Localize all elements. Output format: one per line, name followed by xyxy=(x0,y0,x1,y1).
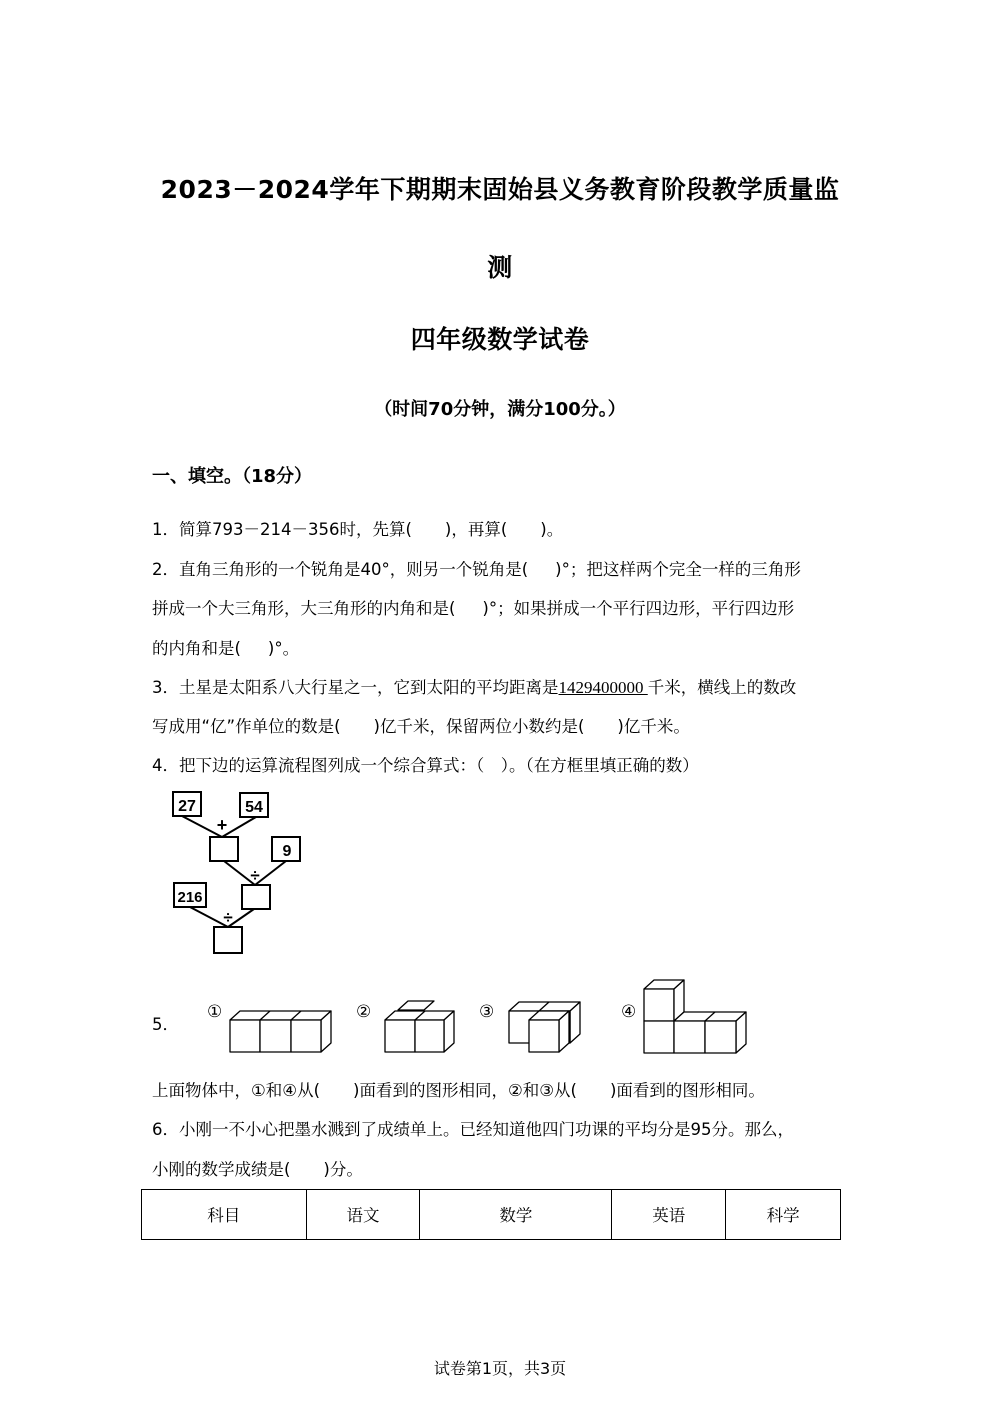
score-table xyxy=(141,1189,841,1240)
divide-sign-1: ÷ xyxy=(250,866,260,885)
section-heading: 一、填空。（18分） xyxy=(152,466,313,487)
operation-flowchart xyxy=(160,785,320,960)
figure-4-cubes xyxy=(644,980,746,1053)
figure-label-1: ① xyxy=(207,1002,223,1022)
table-header-english: 英语 xyxy=(612,1190,726,1240)
page-footer: 试卷第1页，共3页 xyxy=(433,1359,567,1378)
question-5-text: 上面物体中，①和④从( )面看到的图形相同，②和③从( )面看到的图形相同。 xyxy=(152,1081,765,1100)
exam-title-line3: 四年级数学试卷 xyxy=(410,325,590,354)
table-header-chinese: 语文 xyxy=(306,1190,420,1240)
question-3-line1 xyxy=(152,674,796,698)
flow-box-blank-1 xyxy=(210,837,238,861)
table-header-subject: 科目 xyxy=(142,1190,307,1240)
question-3-line2: 写成用“亿”作单位的数是( )亿千米，保留两位小数约是( )亿千米。 xyxy=(152,717,690,736)
question-2-line3: 的内角和是( )°。 xyxy=(152,639,300,658)
figure-label-4: ④ xyxy=(621,1002,637,1022)
table-row xyxy=(142,1190,841,1240)
plus-sign: + xyxy=(216,815,228,835)
figure-2-cubes xyxy=(385,1001,454,1052)
question-6-line1: 6．小刚一不小心把墨水溅到了成绩单上。已经知道他四门功课的平均分是95分。那么， xyxy=(152,1120,794,1139)
question-2-line1: 2．直角三角形的一个锐角是40°，则另一个锐角是( )°；把这样两个完全一样的三角形 xyxy=(152,560,801,579)
figure-3-cubes xyxy=(509,1002,580,1052)
figure-1-cubes xyxy=(230,1011,331,1052)
divide-sign-2: ÷ xyxy=(223,908,233,927)
table-header-math: 数学 xyxy=(420,1190,612,1240)
question-4: 4．把下边的运算流程图列成一个综合算式：（ ）。（在方框里填正确的数） xyxy=(152,756,699,775)
cube-figures xyxy=(200,975,760,1060)
flow-num-216: 216 xyxy=(177,889,203,906)
question-3-text-b: 千米，横线上的数改 xyxy=(647,678,797,697)
flow-box-blank-2 xyxy=(242,885,270,909)
underlined-number: 1429400000 xyxy=(558,678,648,697)
question-3-text-a: 3．土星是太阳系八大行星之一，它到太阳的平均距离是 xyxy=(152,678,559,697)
question-6-line2: 小刚的数学成绩是( )分。 xyxy=(152,1160,363,1179)
question-5-label: 5． xyxy=(152,1015,179,1034)
figure-label-3: ③ xyxy=(479,1002,495,1022)
exam-title-line1: 2023－2024学年下期期末固始县义务教育阶段教学质量监 xyxy=(160,175,840,204)
question-2-line2: 拼成一个大三角形，大三角形的内角和是( )°；如果拼成一个平行四边形，平行四边形 xyxy=(152,599,795,618)
flow-num-27: 27 xyxy=(178,798,196,815)
flow-box-blank-3 xyxy=(214,927,242,953)
exam-subtitle: （时间70分钟，满分100分。） xyxy=(374,399,626,420)
exam-title-line2: 测 xyxy=(487,253,513,282)
table-header-science: 科学 xyxy=(726,1190,841,1240)
flow-num-54: 54 xyxy=(245,799,263,816)
flow-num-9: 9 xyxy=(282,843,292,860)
question-1: 1．简算793－214－356时，先算( )，再算( )。 xyxy=(152,520,564,539)
figure-label-2: ② xyxy=(356,1002,372,1022)
